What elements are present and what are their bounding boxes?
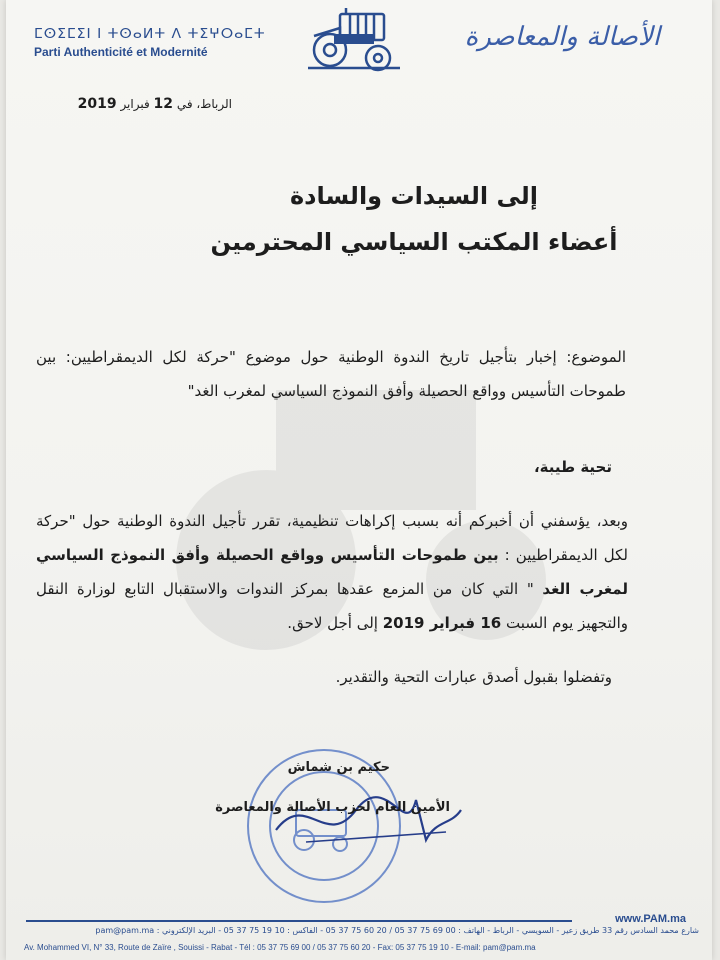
place-date-prefix: الرباط، في [176,97,232,111]
place-date-day: 12 [153,96,174,112]
closing-line: وتفضلوا بقبول أصدق عبارات التحية والتقدير. [335,668,612,686]
letter-page [6,0,712,960]
footer-address-french: Av. Mohammed VI, N° 33, Route de Zaïre , Souissi - Rabat - Tél : 05 37 75 69 00 / 05 37 75 60 20 - Fax: 05 37 75 19 10 - E-mail: pam@pam.ma [24,943,536,952]
tractor-icon [306,6,402,76]
party-name-french: Parti Authenticité et Modernité [34,45,208,59]
place-date-year: 2019 [77,96,117,112]
greeting: تحية طيبة، [533,458,612,476]
footer-divider [26,920,572,922]
body-part-2: " التي كان من المزمع عقدها بمركز الندوات والاستقبال التابع لوزارة النقل والتجهيز يوم السبت [36,580,628,632]
place-date [78,96,232,112]
footer-address-arabic: شارع محمد السادس رقم 33 طريق زعير - السويسي - الرباط - الهاتف : 00 69 75 37 05 / 20 60 75 37 05 - الفاكس : 10 19 75 37 05 - البريد الإلكتروني : pam@pam.ma [95,926,699,935]
footer-website-link[interactable]: www.PAM.ma [615,913,686,925]
body-bold-title: بين طموحات التأسيس وواقع الحصيلة وأفق النموذج السياسي لمغرب الغد [36,546,628,598]
place-date-month: فبراير [120,97,150,111]
subject-line: الموضوع: إخبار بتأجيل تاريخ الندوة الوطنية حول موضوع "حركة لكل الديمقراطيين: بين طموحات التأسيس وواقع الحصيلة وأفق النموذج السياسي لمغرب الغد" [36,348,626,400]
addressee-line-1: إلى السيدات والسادة [290,182,538,210]
letter-body [36,504,628,640]
body-part-3: إلى أجل لاحق. [287,614,383,632]
addressee-line-2: أعضاء المكتب السياسي المحترمين [210,228,618,256]
body-part-1: وبعد، يؤسفني أن أخبركم أنه بسبب إكراهات تنظيمية، تقرر تأجيل الندوة الوطنية حول "حركة لكل الديمقراطيين : [36,512,628,564]
body-event-date: 16 فبراير 2019 [382,614,502,632]
party-name-arabic: الأصالة والمعاصرة [464,22,660,52]
party-name-tifinagh: ⵎⵙⵉⵎⵉⵏ ⵏ ⵜⵙⴰⵍⵜ ⴷ ⵜⵉⵖⵔⴰⵎⵜ [34,26,266,42]
signer-title: الأمين العام لحزب الأصالة والمعاصرة [215,800,450,815]
signer-name: حكيم بن شماش [287,760,390,775]
signature-icon [266,780,466,860]
